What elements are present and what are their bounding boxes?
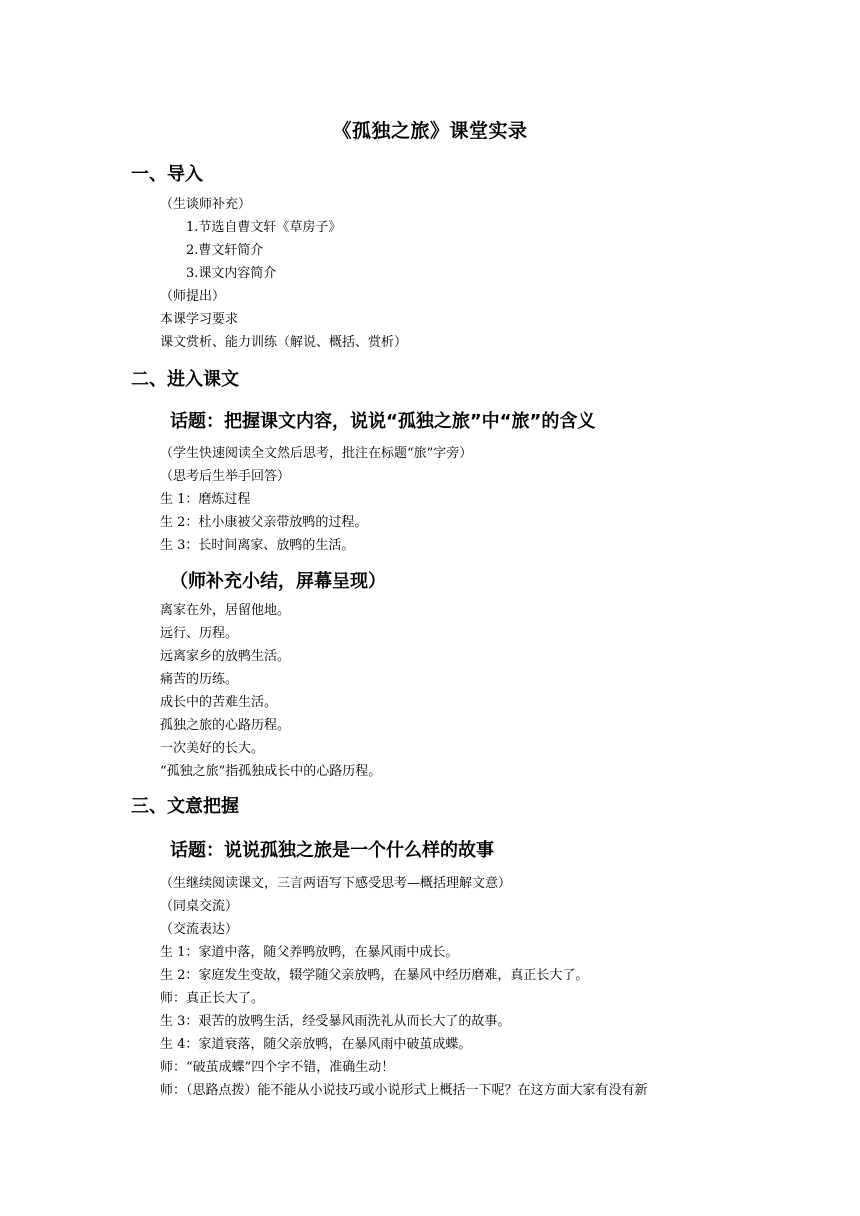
section-heading-intro: 一、导入 — [131, 164, 203, 185]
text-line: 生 4：家道衰落，随父亲放鸭，在暴风雨中破茧成蝶。 — [160, 1037, 472, 1052]
text-line: （同桌交流） — [160, 899, 239, 914]
text-line: 课文赏析、能力训练（解说、概括、赏析） — [160, 335, 408, 350]
page-title: 《孤独之旅》课堂实录 — [332, 120, 528, 142]
text-line: 生 2：家庭发生变故，辍学随父亲放鸭，在暴风中经历磨难，真正长大了。 — [160, 968, 589, 983]
text-line: （生继续阅读课文，三言两语写下感受思考—概括理解文意） — [160, 876, 512, 891]
text-line: 生 3：艰苦的放鸭生活，经受暴风雨洗礼从而长大了的故事。 — [160, 1014, 511, 1029]
text-line: 本课学习要求 — [160, 312, 239, 327]
topic-heading: 话题：说说孤独之旅是一个什么样的故事 — [170, 840, 494, 861]
text-line: 2.曹文轩简介 — [186, 243, 264, 258]
text-line: （学生快速阅读全文然后思考，批注在标题“旅”字旁） — [160, 446, 473, 461]
text-line: 生 2：杜小康被父亲带放鸭的过程。 — [160, 515, 368, 530]
text-line: （生谈师补充） — [160, 197, 252, 212]
topic-heading: 话题：把握课文内容，说说“孤独之旅”中“旅”的含义 — [170, 411, 596, 432]
text-line: 生 1：磨炼过程 — [160, 492, 251, 507]
section-heading-text: 二、进入课文 — [131, 369, 239, 390]
section-heading-meaning: 三、文意把握 — [131, 796, 239, 817]
text-line: （师提出） — [160, 289, 226, 304]
text-line: 1.节选自曹文轩《草房子》 — [186, 220, 342, 235]
text-line: （思考后生举手回答） — [160, 469, 291, 484]
summary-line: 成长中的苦难生活。 — [160, 695, 278, 710]
text-line: 3.课文内容简介 — [186, 266, 277, 281]
text-line: 生 3：长时间离家、放鸭的生活。 — [160, 538, 355, 553]
text-line: （交流表达） — [160, 922, 239, 937]
summary-line: 一次美好的长大。 — [160, 741, 265, 756]
text-line: 师：“破茧成蝶”四个字不错，准确生动！ — [160, 1060, 395, 1075]
text-line: 师：（思路点拨）能不能从小说技巧或小说形式上概括一下呢？在这方面大家有没有新 — [160, 1083, 648, 1098]
summary-line: 离家在外，居留他地。 — [160, 603, 291, 618]
summary-line: 孤独之旅的心路历程。 — [160, 718, 291, 733]
text-line: 生 1：家道中落，随父养鸭放鸭，在暴风雨中成长。 — [160, 945, 459, 960]
summary-heading: （师补充小结，屏幕呈现） — [170, 571, 386, 592]
summary-line: 远离家乡的放鸭生活。 — [160, 649, 291, 664]
summary-line: “孤独之旅”指孤独成长中的心路历程。 — [160, 764, 382, 779]
summary-line: 痛苦的历练。 — [160, 672, 239, 687]
text-line: 师：真正长大了。 — [160, 991, 265, 1006]
summary-line: 远行、历程。 — [160, 626, 239, 641]
